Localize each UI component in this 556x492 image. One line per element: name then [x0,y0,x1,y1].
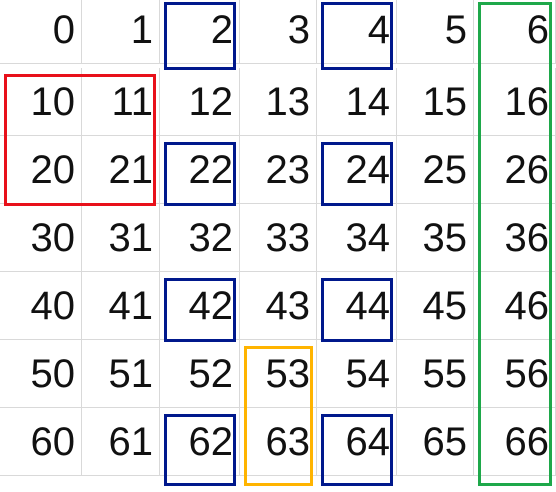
cell-r3-c0[interactable]: 30 [0,204,82,272]
cell-r5-c0[interactable]: 50 [0,340,82,408]
cell-r6-c3[interactable]: 63 [240,408,317,476]
cell-r4-c1[interactable]: 41 [82,272,160,340]
cell-r1-c3[interactable]: 13 [240,68,317,136]
cell-r5-c4[interactable]: 54 [317,340,397,408]
cell-r1-c6[interactable]: 16 [474,68,556,136]
cell-r6-c5[interactable]: 65 [397,408,474,476]
cell-r0-c4[interactable]: 4 [317,0,397,64]
cell-r1-c2[interactable]: 12 [160,68,240,136]
cell-r6-c1[interactable]: 61 [82,408,160,476]
cell-r3-c5[interactable]: 35 [397,204,474,272]
cell-r2-c0[interactable]: 20 [0,136,82,204]
cell-r6-c4[interactable]: 64 [317,408,397,476]
cell-r1-c0[interactable]: 10 [0,68,82,136]
cell-r4-c6[interactable]: 46 [474,272,556,340]
cell-r2-c4[interactable]: 24 [317,136,397,204]
cell-r6-c6[interactable]: 66 [474,408,556,476]
cell-r6-c0[interactable]: 60 [0,408,82,476]
cell-r4-c3[interactable]: 43 [240,272,317,340]
cell-r5-c5[interactable]: 55 [397,340,474,408]
cell-r5-c1[interactable]: 51 [82,340,160,408]
cell-r3-c1[interactable]: 31 [82,204,160,272]
cell-r6-c2[interactable]: 62 [160,408,240,476]
cell-r3-c6[interactable]: 36 [474,204,556,272]
cell-r1-c4[interactable]: 14 [317,68,397,136]
cell-r0-c6[interactable]: 6 [474,0,556,64]
cell-r0-c3[interactable]: 3 [240,0,317,64]
cell-r5-c2[interactable]: 52 [160,340,240,408]
cell-r0-c5[interactable]: 5 [397,0,474,64]
cell-r5-c6[interactable]: 56 [474,340,556,408]
cell-r5-c3[interactable]: 53 [240,340,317,408]
cell-r1-c1[interactable]: 11 [82,68,160,136]
cell-r0-c2[interactable]: 2 [160,0,240,64]
cell-r3-c4[interactable]: 34 [317,204,397,272]
cell-r0-c0[interactable]: 0 [0,0,82,64]
cell-r2-c2[interactable]: 22 [160,136,240,204]
cell-r1-c5[interactable]: 15 [397,68,474,136]
cell-r4-c0[interactable]: 40 [0,272,82,340]
cell-r4-c4[interactable]: 44 [317,272,397,340]
cell-r0-c1[interactable]: 1 [82,0,160,64]
cell-r4-c2[interactable]: 42 [160,272,240,340]
cell-r2-c5[interactable]: 25 [397,136,474,204]
cell-r4-c5[interactable]: 45 [397,272,474,340]
cell-r2-c1[interactable]: 21 [82,136,160,204]
cell-r3-c3[interactable]: 33 [240,204,317,272]
cell-r2-c3[interactable]: 23 [240,136,317,204]
cell-r2-c6[interactable]: 26 [474,136,556,204]
cell-r3-c2[interactable]: 32 [160,204,240,272]
